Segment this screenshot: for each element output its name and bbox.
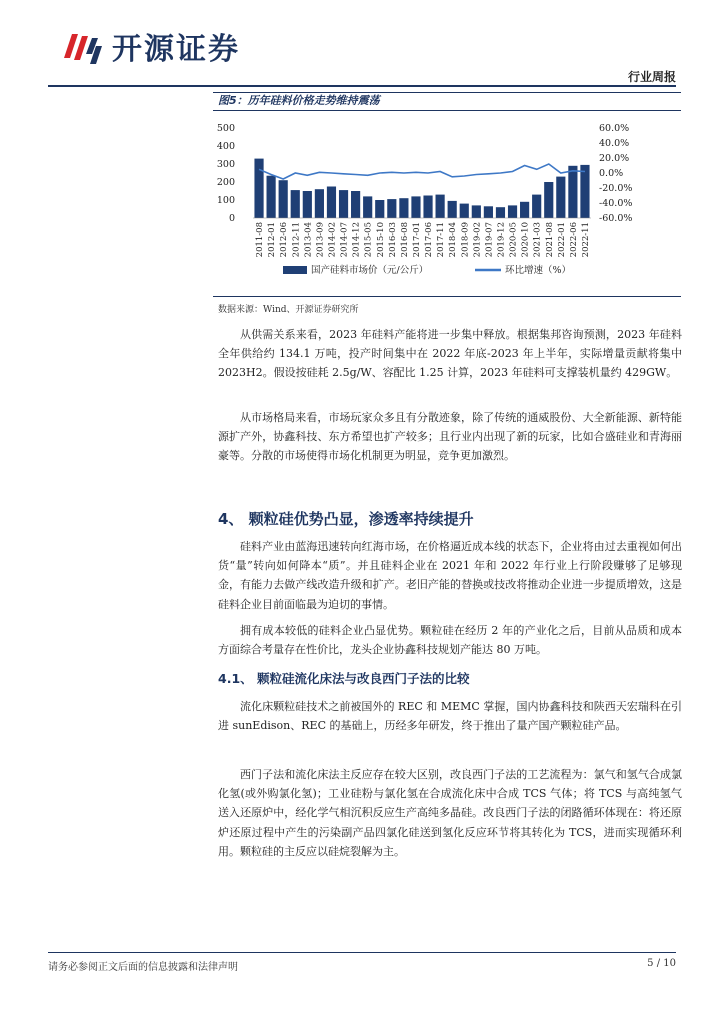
right-axis-tick-label: -60.0%: [599, 213, 633, 224]
page-header: [0, 0, 724, 90]
price-bar: [327, 187, 336, 219]
price-bar: [436, 195, 445, 218]
price-bar: [291, 190, 300, 218]
left-axis-tick-label: 500: [216, 123, 235, 134]
paragraph-siemens-process: 西门子法和流化床法主反应存在较大区别，改良西门子法的工艺流程为：氯气和氢气合成氯化氢(或外购氯化氢)；工业硅粉与氯化氢在合成流化床中合成 TCS 气体；将 TCS 与高纯氢气送入还原炉中，经化学气相沉积反应生产高纯多晶硅。改良西门子法的闭路循环体现在：将还原炉还原过程中产生的污染副产品四氯化硅送到氢化反应环节将其转化为 TCS，进而实现循环利用。颗粒硅的主反应以硅烷裂解为主。: [218, 768, 682, 858]
logo-mark-icon: [60, 24, 104, 68]
growth-line: [259, 164, 585, 179]
price-bar: [375, 200, 384, 218]
price-bar: [399, 198, 408, 218]
price-bar: [460, 204, 469, 218]
price-bar: [532, 195, 541, 218]
x-axis-tick-label: 2022-06: [568, 222, 579, 258]
right-axis-tick-label: -20.0%: [599, 183, 633, 194]
price-bar: [267, 176, 276, 218]
x-axis-tick-label: 2019-07: [484, 222, 495, 258]
price-bar: [303, 191, 312, 218]
x-axis-tick-label: 2018-04: [448, 222, 459, 258]
price-bar: [472, 205, 481, 218]
x-axis-tick-label: 2012-11: [291, 222, 302, 258]
figure-bottom-rule: [213, 296, 681, 297]
x-axis-tick-label: 2021-08: [544, 222, 555, 258]
x-axis-tick-label: 2014-12: [351, 222, 362, 258]
x-axis-tick-label: 2015-05: [363, 222, 374, 258]
right-axis-tick-label: -40.0%: [599, 198, 633, 209]
figure-source: 数据来源：Wind、开源证券研究所: [218, 305, 359, 315]
price-bar: [568, 166, 577, 218]
price-bar: [423, 196, 432, 219]
x-axis-tick-label: 2022-11: [580, 222, 591, 258]
x-axis-tick-label: 2013-09: [315, 222, 326, 258]
price-bar: [556, 177, 565, 218]
paragraph-market-structure: 从市场格局来看，市场玩家众多且有分散迹象，除了传统的通威股份、大全新能源、新特能源扩产外，协鑫科技、东方希望也扩产较多；且行业内出现了新的玩家，比如合盛硅业和青海丽豪等。分散的市场使得市场化机制更为明显，竞争更加激烈。: [218, 411, 682, 463]
x-axis-tick-label: 2014-02: [327, 222, 338, 258]
header-divider: [48, 85, 676, 87]
x-axis-tick-label: 2020-10: [520, 222, 531, 258]
left-axis-tick-label: 100: [216, 195, 235, 206]
legend-bar-label: 国产硅料市场价（元/公斤）: [311, 265, 429, 276]
brand-logo: [60, 24, 240, 68]
price-bar: [279, 180, 288, 218]
x-axis-tick-label: 2013-04: [303, 222, 314, 258]
brand-name: 开源证券: [112, 32, 240, 67]
section-4-heading: 4、 颗粒硅优势凸显，渗透率持续提升: [218, 510, 474, 528]
figure-title-rule: [213, 110, 681, 111]
x-axis-tick-label: 2022-01: [556, 222, 567, 258]
price-bar: [315, 189, 324, 218]
left-axis-tick-label: 0: [228, 213, 235, 224]
left-axis-tick-label: 200: [216, 177, 235, 188]
paragraph-fluidized-bed: 流化床颗粒硅技术之前被国外的 REC 和 MEMC 掌握，国内协鑫科技和陕西天宏瑞科在引进 sunEdison、REC 的基础上，历经多年研发，终于推出了量产国产颗粒硅产品。: [218, 700, 682, 733]
footer-disclaimer: 请务必参阅正文后面的信息披露和法律声明: [48, 962, 238, 973]
figure-title: 图5：历年硅料价格走势维持震荡: [218, 94, 380, 107]
legend-bar-swatch: [283, 266, 307, 274]
price-bar: [484, 206, 493, 218]
right-axis-tick-label: 20.0%: [599, 153, 630, 164]
price-bar: [580, 165, 589, 218]
x-axis-tick-label: 2012-01: [267, 222, 278, 258]
price-bar: [254, 159, 263, 218]
right-axis-tick-label: 60.0%: [599, 123, 630, 134]
left-axis-tick-label: 400: [216, 141, 235, 152]
right-axis-tick-label: 40.0%: [599, 138, 630, 149]
price-bar: [496, 207, 505, 218]
x-axis-tick-label: 2020-05: [508, 222, 519, 258]
page-number: 5 / 10: [647, 958, 676, 969]
price-bar: [508, 205, 517, 218]
paragraph-industry-shift: 硅料产业由蓝海迅速转向红海市场，在价格逼近成本线的状态下，企业将由过去重视如何出货“量”转向如何降本“质”。并且硅料企业在 2021 年和 2022 年行业上行阶段赚够了足够现金，有能力去做产线改造升级和扩产。老旧产能的替换或技改将推动企业进一步提质增效，这是硅料企业目前面临最为迫切的事情。: [218, 540, 682, 611]
x-axis-tick-label: 2019-12: [496, 222, 507, 258]
price-bar: [520, 202, 529, 218]
silicon-price-chart: [213, 118, 683, 296]
document-type: 行业周报: [627, 70, 676, 84]
x-axis-tick-label: 2014-07: [339, 222, 350, 258]
x-axis-tick-label: 2016-08: [399, 222, 410, 258]
left-axis-tick-label: 300: [216, 159, 235, 170]
x-axis-tick-label: 2021-03: [532, 222, 543, 258]
x-axis-tick-label: 2012-06: [279, 222, 290, 258]
price-bar: [544, 182, 553, 218]
price-bar: [411, 196, 420, 218]
paragraph-supply-demand: 从供需关系来看，2023 年硅料产能将进一步集中释放。根据集邦咨询预测，2023 年硅料全年供给约 134.1 万吨，投产时间集中在 2022 年底-2023 年上半年，实际增量贡献将集中 2023H2。假设按硅耗 2.5g/W、容配比 1.25 计算，2023 年硅料可支撑装机量约 429GW。: [218, 328, 682, 380]
legend-line-label: 环比增速（%）: [505, 265, 572, 276]
price-bar: [448, 201, 457, 218]
footer-divider: [48, 952, 676, 953]
price-bar: [387, 199, 396, 218]
price-bar: [351, 191, 360, 218]
right-axis-tick-label: 0.0%: [599, 168, 624, 179]
x-axis-tick-label: 2019-02: [472, 222, 483, 258]
x-axis-tick-label: 2018-09: [460, 222, 471, 258]
section-4-1-heading: 4.1、 颗粒硅流化床法与改良西门子法的比较: [218, 671, 470, 686]
x-axis-tick-label: 2016-03: [387, 222, 398, 258]
x-axis-tick-label: 2017-06: [424, 222, 435, 258]
x-axis-tick-label: 2017-11: [436, 222, 447, 258]
x-axis-tick-label: 2015-10: [375, 222, 386, 258]
price-bar: [363, 196, 372, 218]
x-axis-tick-label: 2017-01: [411, 222, 422, 258]
price-bar: [339, 190, 348, 218]
paragraph-granular-advantage: 拥有成本较低的硅料企业凸显优势。颗粒硅在经历 2 年的产业化之后，目前从品质和成本方面综合考量存在性价比，龙头企业协鑫科技规划产能达 80 万吨。: [218, 624, 682, 657]
x-axis-tick-label: 2011-08: [255, 222, 266, 258]
